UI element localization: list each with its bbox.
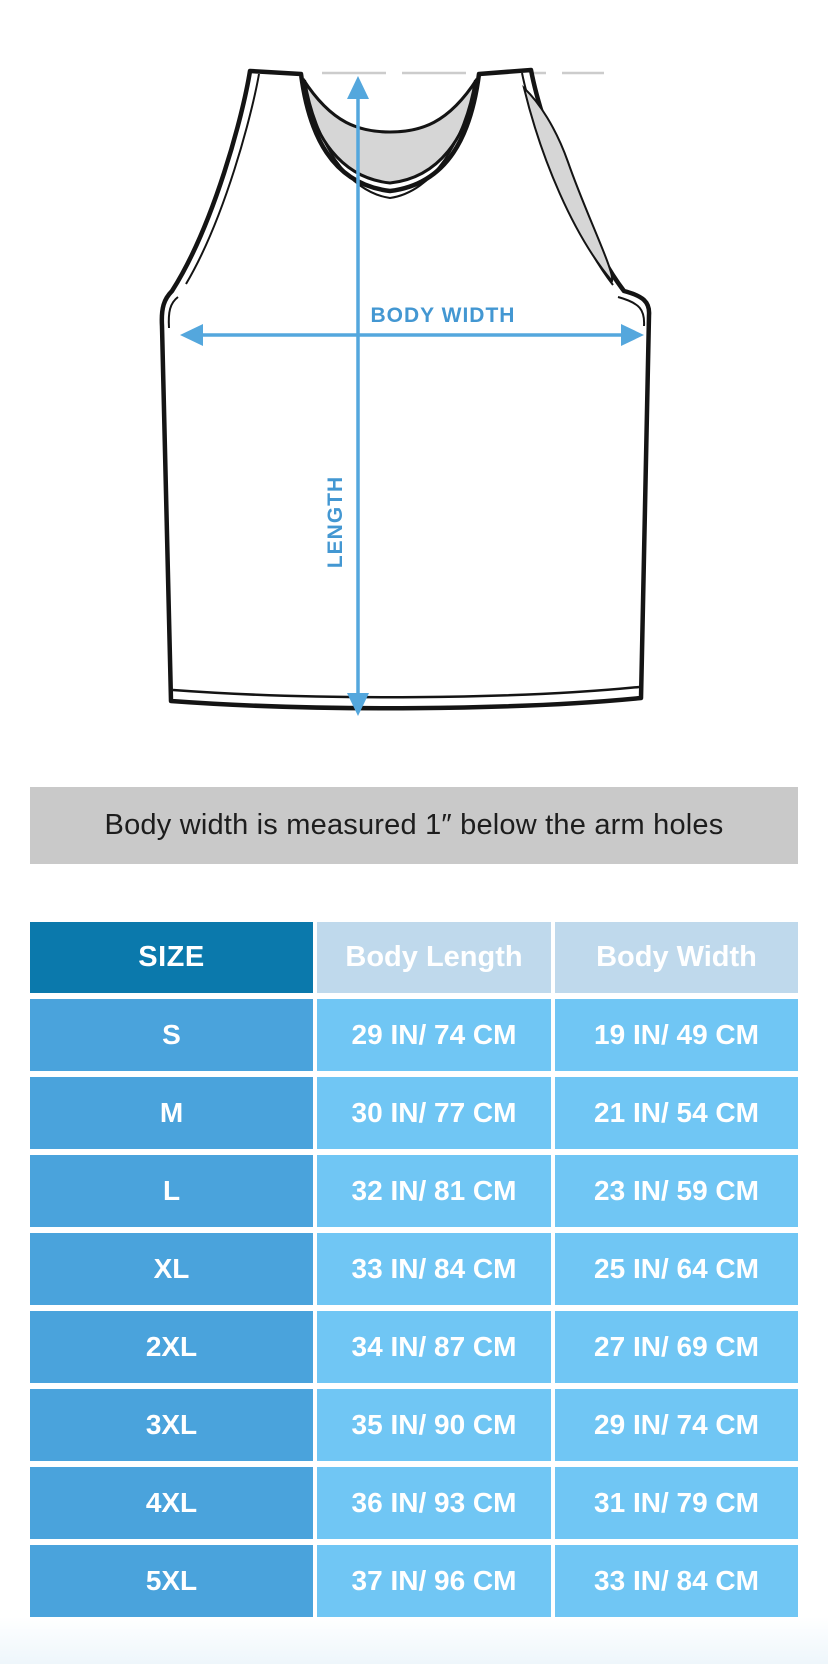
- header-cell-body-length: Body Length: [317, 922, 551, 993]
- body-width-label: BODY WIDTH: [370, 304, 516, 327]
- size-cell: 5XL: [30, 1545, 313, 1617]
- arrow-up-icon: [347, 76, 369, 99]
- body-width-cell: 27 IN/ 69 CM: [555, 1311, 798, 1383]
- body-width-cell: 19 IN/ 49 CM: [555, 999, 798, 1071]
- tank-top-illustration: [0, 0, 828, 770]
- body-length-cell: 34 IN/ 87 CM: [317, 1311, 551, 1383]
- footer-tint: [0, 1617, 828, 1664]
- body-length-cell: 35 IN/ 90 CM: [317, 1389, 551, 1461]
- body-width-cell: 29 IN/ 74 CM: [555, 1389, 798, 1461]
- size-cell: 3XL: [30, 1389, 313, 1461]
- body-length-cell: 29 IN/ 74 CM: [317, 999, 551, 1071]
- size-cell: XL: [30, 1233, 313, 1305]
- measurement-note: Body width is measured 1″ below the arm holes: [30, 787, 798, 864]
- tank-top-drawing: [0, 0, 828, 770]
- size-cell: M: [30, 1077, 313, 1149]
- body-length-cell: 36 IN/ 93 CM: [317, 1467, 551, 1539]
- body-length-cell: 37 IN/ 96 CM: [317, 1545, 551, 1617]
- body-width-cell: 25 IN/ 64 CM: [555, 1233, 798, 1305]
- size-cell: L: [30, 1155, 313, 1227]
- body-width-cell: 31 IN/ 79 CM: [555, 1467, 798, 1539]
- body-length-cell: 30 IN/ 77 CM: [317, 1077, 551, 1149]
- body-length-cell: 33 IN/ 84 CM: [317, 1233, 551, 1305]
- size-cell: S: [30, 999, 313, 1071]
- size-table: [30, 922, 798, 1617]
- body-width-cell: 21 IN/ 54 CM: [555, 1077, 798, 1149]
- size-cell: 2XL: [30, 1311, 313, 1383]
- body-length-cell: 32 IN/ 81 CM: [317, 1155, 551, 1227]
- length-label: LENGTH: [324, 475, 347, 569]
- size-cell: 4XL: [30, 1467, 313, 1539]
- header-cell-body-width: Body Width: [555, 922, 798, 993]
- body-width-cell: 23 IN/ 59 CM: [555, 1155, 798, 1227]
- body-width-cell: 33 IN/ 84 CM: [555, 1545, 798, 1617]
- header-cell-size: SIZE: [30, 922, 313, 993]
